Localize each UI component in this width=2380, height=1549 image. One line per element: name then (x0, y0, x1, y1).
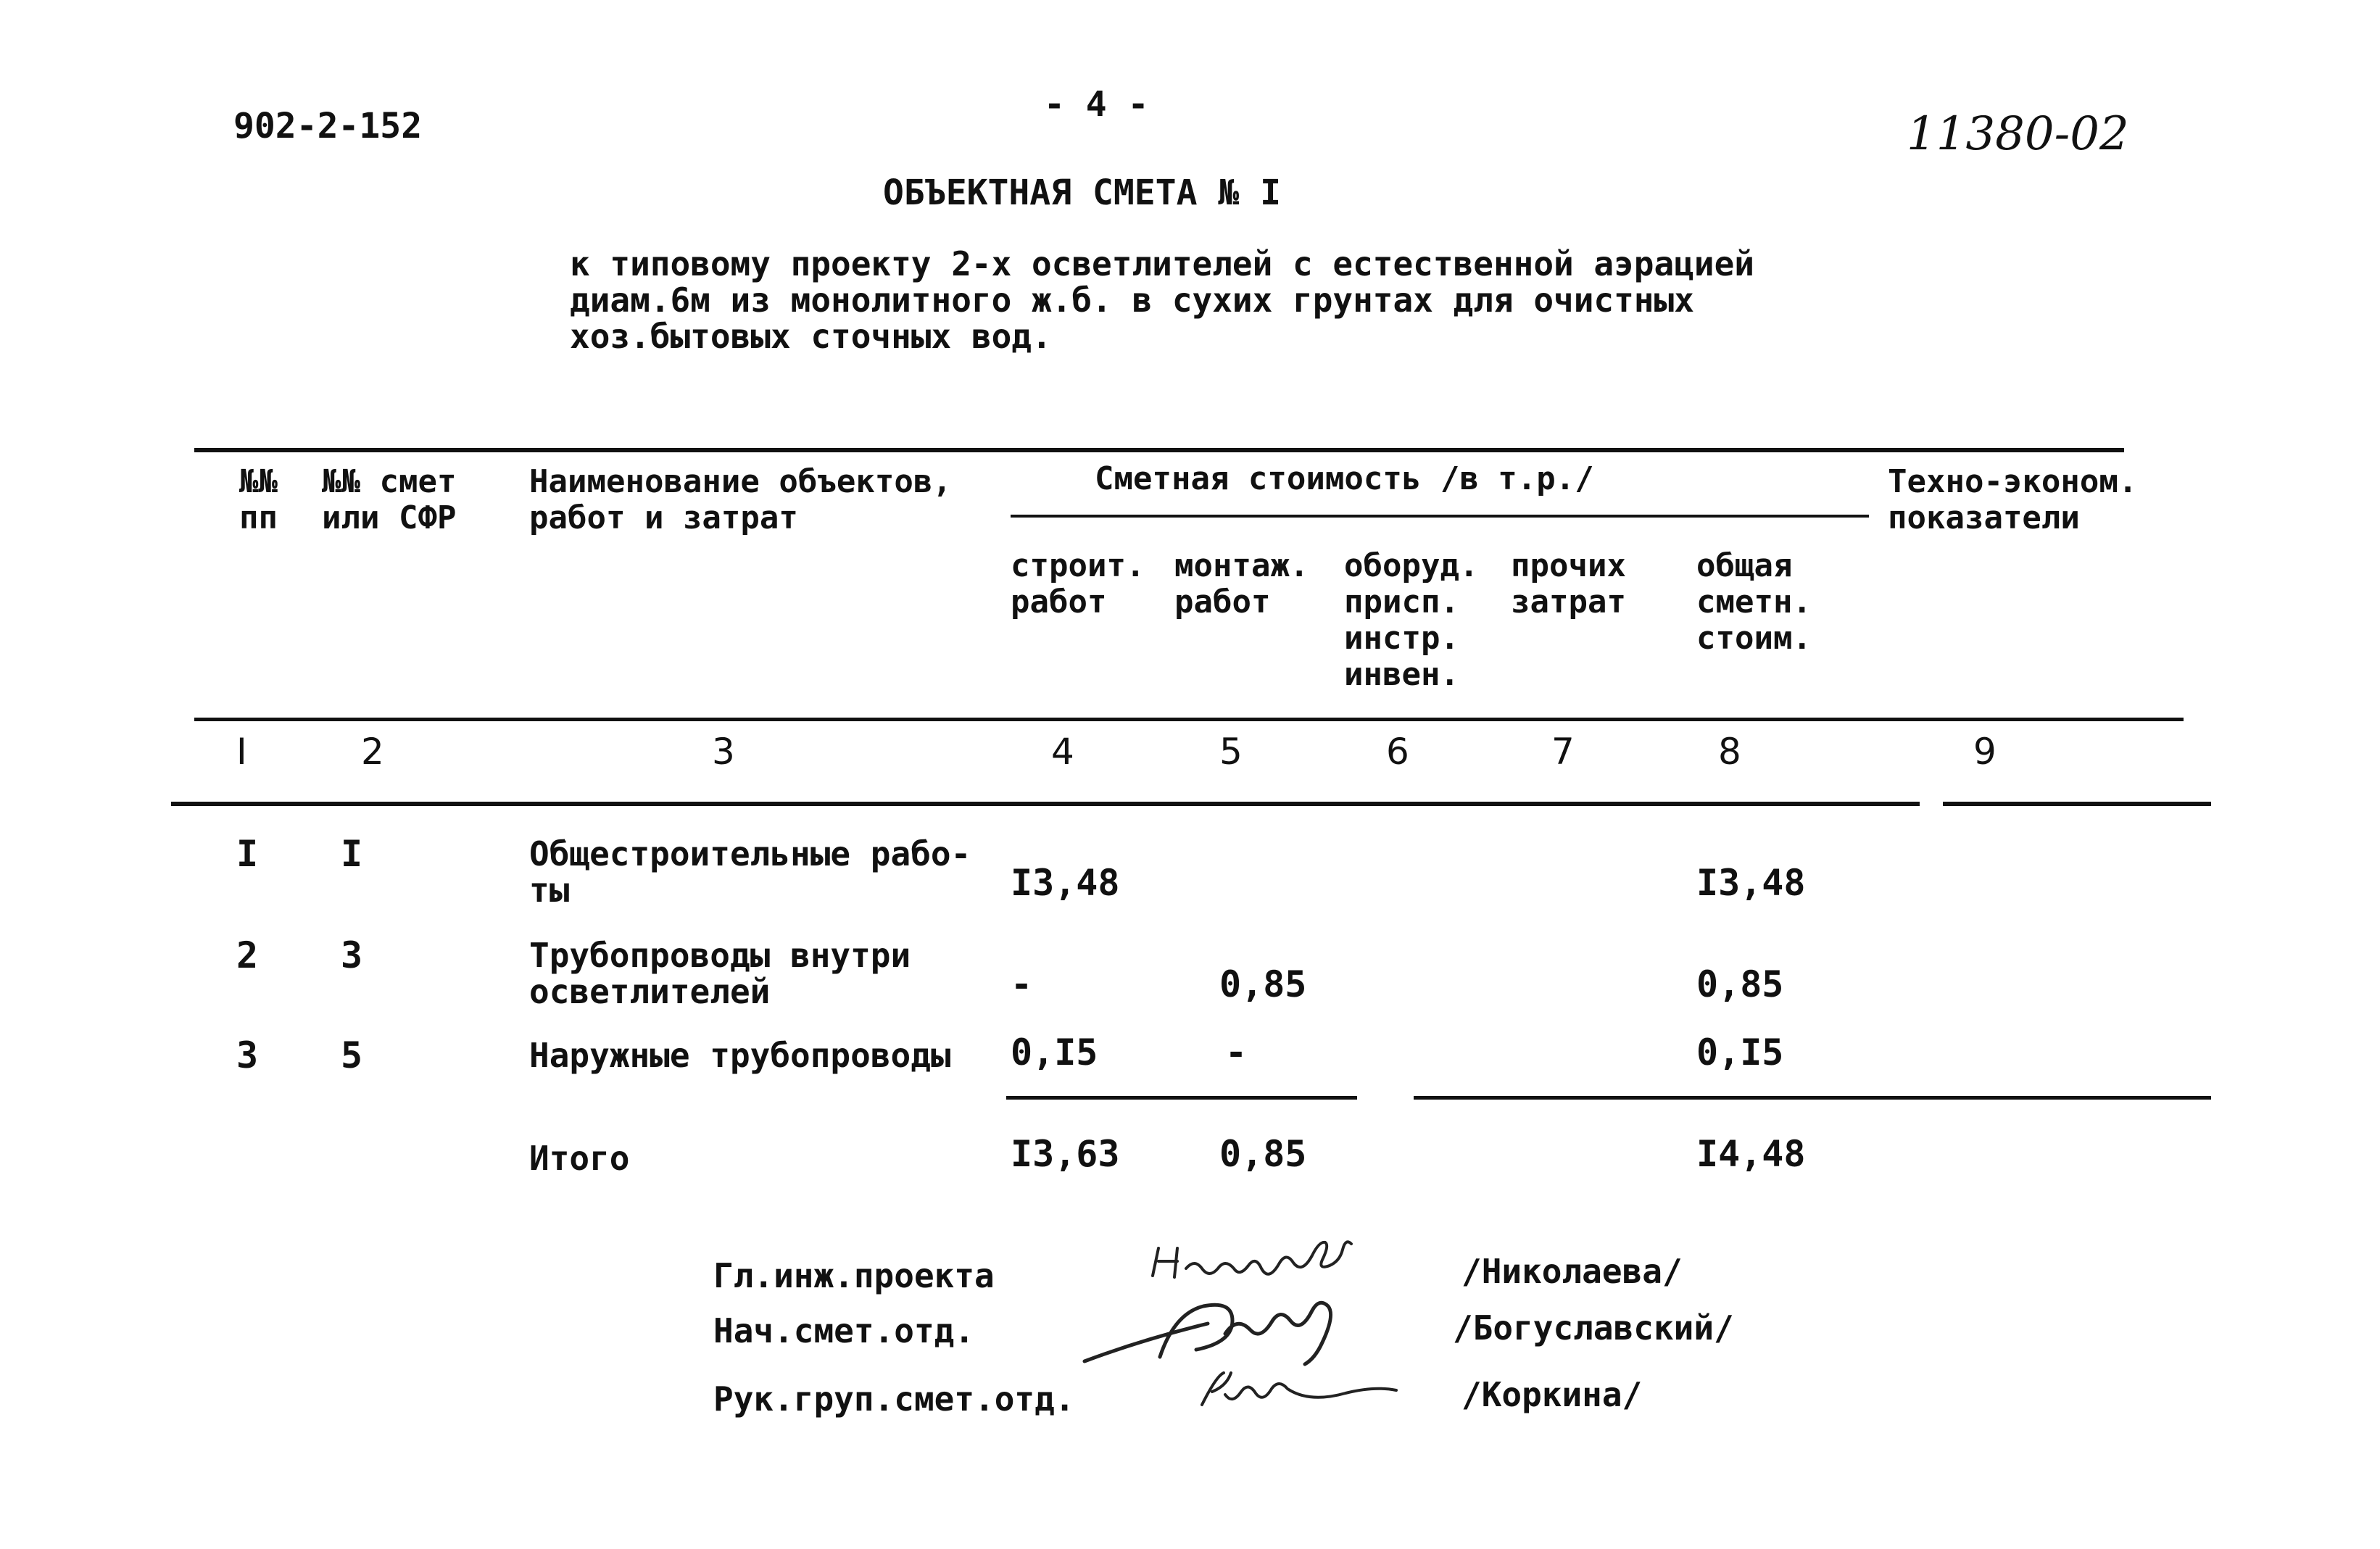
subtitle-line-2: диам.6м из монолитного ж.б. в сухих грунтах для очистных (570, 281, 1694, 320)
header-col6-line2: присп. (1344, 584, 1459, 620)
header-col5-line1: монтаж. (1174, 547, 1309, 584)
column-numbers-rule-right (1943, 802, 2211, 806)
signature-name-2: /Богуславский/ (1453, 1308, 1734, 1347)
row-3-build-cost: 0,I5 (1011, 1031, 1098, 1073)
row-1-name-line2: ты (529, 871, 570, 910)
row-2-estimate: 3 (341, 934, 363, 976)
row-1-name-line1: Общестроительные рабо- (529, 834, 971, 873)
header-col1-line1: №№ (239, 463, 278, 500)
header-col8-line3: стоим. (1696, 620, 1812, 657)
header-cost-group: Сметная стоимость /в т.р./ (1095, 460, 1594, 497)
subtitle-line-1: к типовому проекту 2-х осветлителей с естественной аэрацией (570, 244, 1754, 283)
signature-role-3: Рук.груп.смет.отд. (713, 1379, 1075, 1419)
header-col5-line2: работ (1174, 584, 1271, 620)
header-col2-line1: №№ смет (322, 463, 457, 500)
row-3-mount-cost: - (1225, 1031, 1248, 1073)
column-number-7: 7 (1551, 731, 1575, 773)
signature-role-2: Нач.смет.отд. (713, 1311, 975, 1350)
cost-group-rule (1011, 515, 1869, 518)
row-1-number: I (236, 833, 259, 875)
subtitle-line-3: хоз.бытовых сточных вод. (570, 317, 1052, 356)
table-top-rule (194, 448, 2124, 452)
row-2-name-line2: осветлителей (529, 972, 771, 1011)
header-col7-line2: затрат (1511, 584, 1626, 620)
header-col1-line2: пп (239, 499, 278, 536)
header-col6-line3: инстр. (1344, 620, 1459, 657)
total-build-cost: I3,63 (1011, 1133, 1120, 1175)
total-total-cost: I4,48 (1696, 1133, 1806, 1175)
column-number-4: 4 (1051, 731, 1074, 773)
header-col4-line1: строит. (1011, 547, 1145, 584)
header-col4-line2: работ (1011, 584, 1107, 620)
column-number-5: 5 (1219, 731, 1243, 773)
header-col6-line4: инвен. (1344, 656, 1459, 693)
header-col7-line1: прочих (1511, 547, 1626, 584)
row-3-total-cost: 0,I5 (1696, 1031, 1784, 1073)
row-1-total-cost: I3,48 (1696, 862, 1806, 904)
signature-handwriting-1 (1145, 1232, 1377, 1297)
row-2-number: 2 (236, 934, 259, 976)
header-col2-line2: или СФР (322, 499, 457, 536)
row-1-estimate: I (341, 833, 363, 875)
header-col8-line2: сметн. (1696, 584, 1812, 620)
column-number-1: I (236, 731, 247, 773)
row-3-name-line1: Наружные трубопроводы (529, 1036, 951, 1075)
row-2-name-line1: Трубопроводы внутри (529, 936, 911, 975)
page-number: - 4 - (1044, 84, 1149, 125)
column-number-6: 6 (1386, 731, 1409, 773)
column-number-2: 2 (361, 731, 384, 773)
column-number-9: 9 (1973, 731, 1997, 773)
row-2-mount-cost: 0,85 (1219, 963, 1307, 1005)
subtotal-rule-left (1006, 1096, 1357, 1100)
row-3-number: 3 (236, 1034, 259, 1076)
document-code: 902-2-152 (233, 106, 423, 146)
header-col3-line1: Наименование объектов, (529, 463, 952, 500)
signature-name-3: /Коркина/ (1461, 1375, 1643, 1414)
header-col3-line2: работ и затрат (529, 499, 798, 536)
row-3-estimate: 5 (341, 1034, 363, 1076)
column-numbers-rule-left (171, 802, 1920, 806)
document-title: ОБЪЕКТНАЯ СМЕТА № I (883, 173, 1282, 213)
header-col8-line1: общая (1696, 547, 1793, 584)
column-number-8: 8 (1718, 731, 1741, 773)
header-col9-line2: показатели (1888, 499, 2080, 536)
column-number-3: 3 (712, 731, 735, 773)
row-2-build-cost: - (1011, 963, 1033, 1005)
header-col6-line1: оборуд. (1344, 547, 1479, 584)
header-bottom-rule (194, 718, 2184, 721)
total-mount-cost: 0,85 (1219, 1133, 1307, 1175)
total-label: Итого (529, 1139, 630, 1178)
subtotal-rule-right (1414, 1096, 2211, 1100)
row-2-total-cost: 0,85 (1696, 963, 1784, 1005)
signature-name-1: /Николаева/ (1461, 1252, 1683, 1291)
signature-role-1: Гл.инж.проекта (713, 1256, 995, 1295)
signature-handwriting-2 (1080, 1290, 1370, 1370)
header-col9-line1: Техно-эконом. (1888, 463, 2138, 500)
row-1-build-cost: I3,48 (1011, 862, 1120, 904)
archive-number: 11380-02 (1907, 107, 2129, 161)
signature-handwriting-3 (1196, 1363, 1428, 1421)
